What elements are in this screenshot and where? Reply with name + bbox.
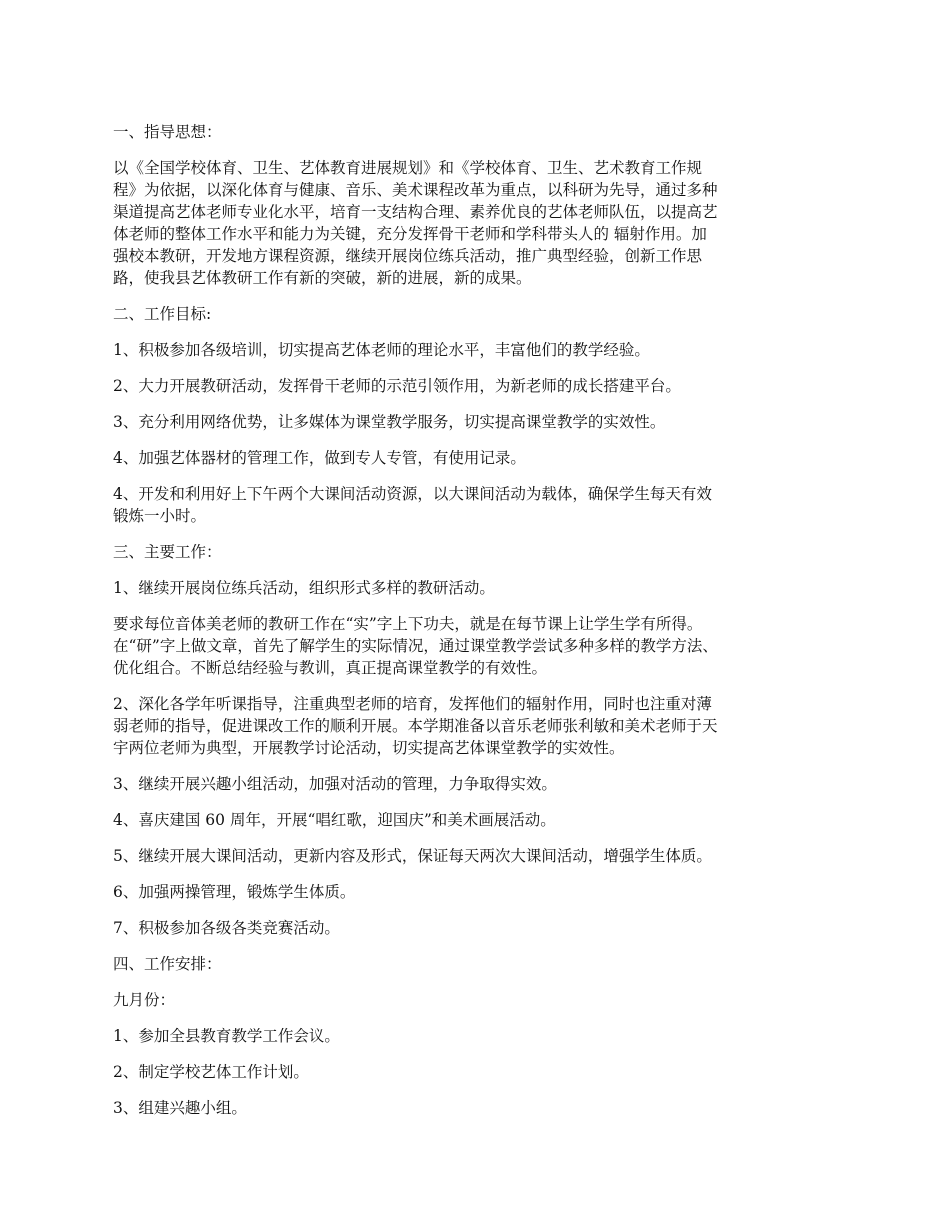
schedule-item-1: 1、参加全县教育教学工作会议。 bbox=[113, 1027, 340, 1045]
goal-item-2: 2、大力开展教研活动，发挥骨干老师的示范引领作用，为新老师的成长搭建平台。 bbox=[113, 377, 681, 395]
goal-item-5: 4、开发和利用好上下午两个大课间活动资源，以大课间活动为载体，确保学生每天有效 锻炼一小时。 bbox=[113, 485, 712, 525]
guiding-thought-paragraph: 以《全国学校体育、卫生、艺体教育进展规划》和《学校体育、卫生、艺术教育工作规 程》为依据，以深化体育与健康、音乐、美术课程改革为重点，以科研为先导，通过多种 渠道提高艺体老师专业化水平，培育一支结构合理、素养优良的艺体老师队伍，以提高艺 体老师的整体工作水平和能力为关键，充分发挥骨干老师和学科带头人的 辐射作用。加 强校本教研，开发地方课程资源，继续开展岗位练兵活动，推广典型经验，创新工作思 路，使我县艺体教研工作有新的突破，新的进展，新的成果。 bbox=[113, 159, 718, 287]
section-heading-main-work: 三、主要工作： bbox=[113, 543, 222, 561]
work-item-5: 5、继续开展大课间活动，更新内容及形式，保证每天两次大课间活动，增强学生体质。 bbox=[113, 847, 712, 865]
work-item-4: 4、喜庆建国 60 周年，开展“唱红歌，迎国庆”和美术画展活动。 bbox=[113, 811, 556, 829]
document-page bbox=[113, 121, 843, 1133]
work-item-7: 7、积极参加各级各类竞赛活动。 bbox=[113, 919, 340, 937]
schedule-item-2: 2、制定学校艺体工作计划。 bbox=[113, 1063, 309, 1081]
work-item-3: 3、继续开展兴趣小组活动，加强对活动的管理，力争取得实效。 bbox=[113, 775, 557, 793]
goal-item-3: 3、充分利用网络优势，让多媒体为课堂教学服务，切实提高课堂教学的实效性。 bbox=[113, 413, 666, 431]
section-heading-guiding-thought: 一、指导思想： bbox=[113, 123, 222, 141]
schedule-item-3: 3、组建兴趣小组。 bbox=[113, 1099, 247, 1117]
section-heading-work-schedule: 四、工作安排： bbox=[113, 955, 222, 973]
work-item-6: 6、加强两操管理，锻炼学生体质。 bbox=[113, 883, 356, 901]
goal-item-4: 4、加强艺体器材的管理工作，做到专人专管，有使用记录。 bbox=[113, 449, 526, 467]
work-item-2: 2、深化各学年听课指导，注重典型老师的培育，发挥他们的辐射作用，同时也注重对薄 弱老师的指导，促进课改工作的顺利开展。本学期准备以音乐老师张利敏和美术老师于天 宇两位老师为典型，开展教学讨论活动，切实提高艺体课堂教学的实效性。 bbox=[113, 695, 718, 757]
work-item-1-detail: 要求每位音体美老师的教研工作在“实”字上下功夫，就是在每节课上让学生学有所得。 在“研”字上做文章，首先了解学生的实际情况，通过课堂教学尝试多种多样的教学方法、 优化组合。不断总结经验与教训，真正提高课堂教学的有效性。 bbox=[113, 615, 718, 677]
month-september-label: 九月份： bbox=[113, 991, 176, 1009]
work-item-1: 1、继续开展岗位练兵活动，组织形式多样的教研活动。 bbox=[113, 579, 495, 597]
section-heading-work-goals: 二、工作目标: bbox=[113, 305, 212, 323]
goal-item-1: 1、积极参加各级培训，切实提高艺体老师的理论水平，丰富他们的教学经验。 bbox=[113, 341, 650, 359]
